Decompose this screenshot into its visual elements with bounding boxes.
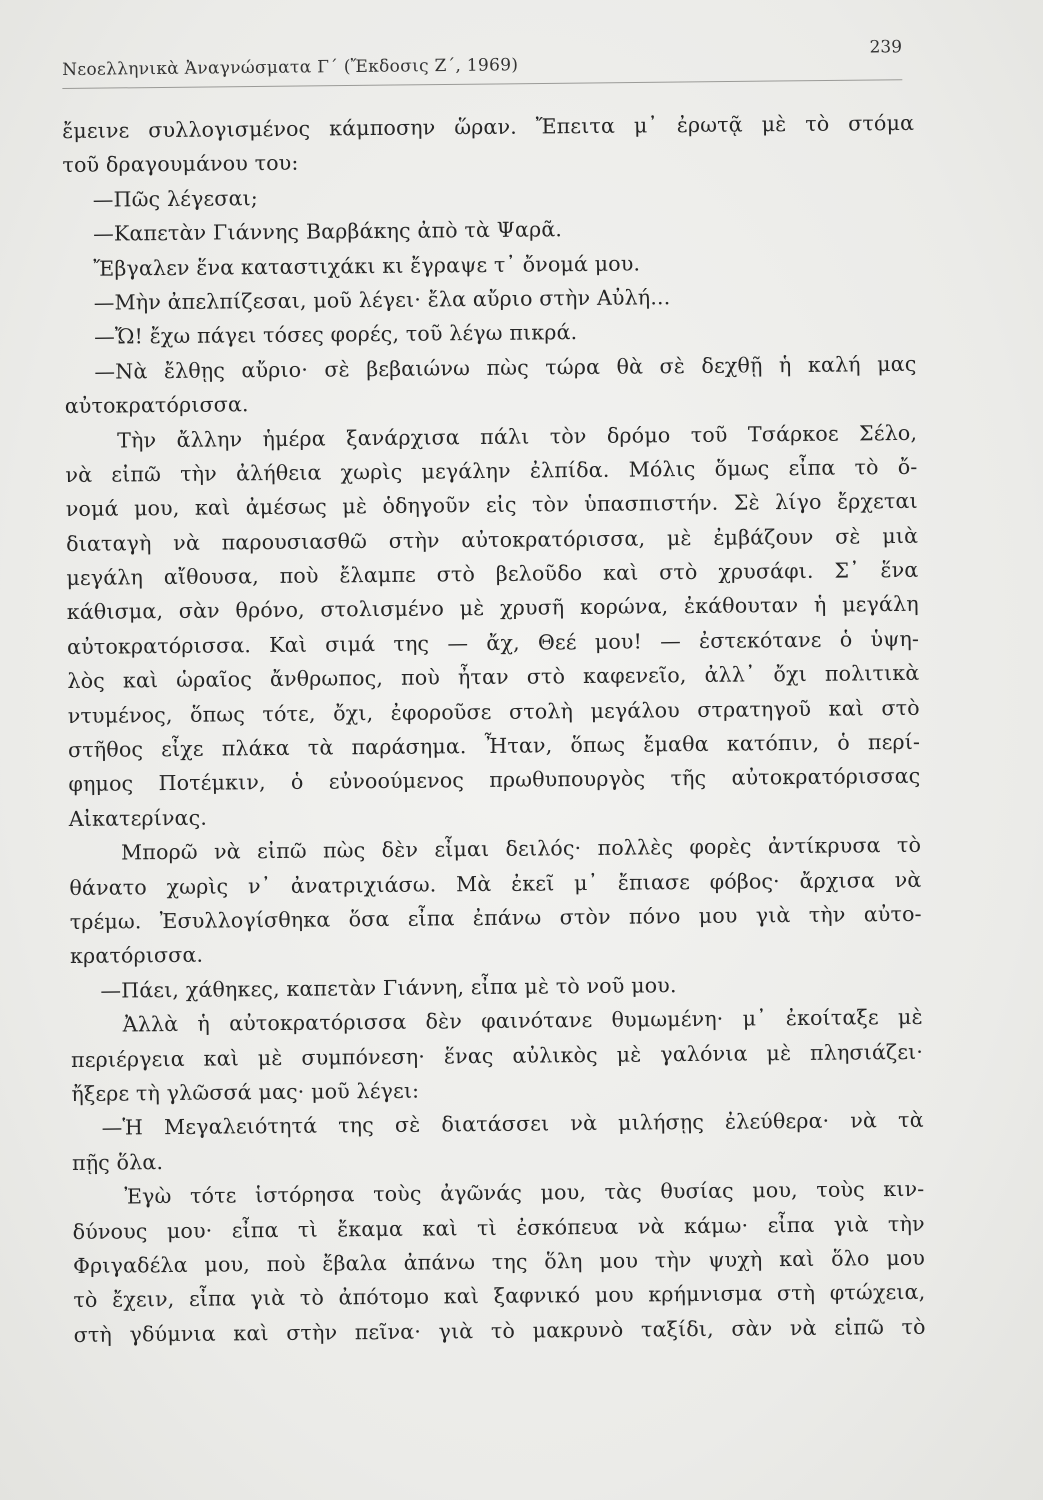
dialogue-line: —Καπετὰν Γιάννης Βαρβάκης ἀπὸ τὰ Ψαρᾶ. — [93, 217, 563, 246]
text-line: τὸ ἔχειν, εἶπα γιὰ τὸ ἀπότομο καὶ ξαφνικό μου κρήμνισμα στὴ φτώχεια, — [73, 1280, 926, 1313]
text-line: λὸς καὶ ὡραῖος ἄνθρωπος, ποὺ ἦταν στὸ καφενεῖο, ἀλλ᾽ ὄχι πολιτικὰ — [67, 661, 920, 694]
text-line: πῇς ὅλα. — [71, 1149, 164, 1175]
text-line: νομά μου, καὶ ἀμέσως μὲ ὁδηγοῦν εἰς τὸν ὑπασπιστήν. Σὲ λίγο ἔρχεται — [65, 489, 918, 522]
text-line: Ἔβγαλεν ἕνα καταστιχάκι κι ἔγραψε τ᾽ ὄνομά μου. — [93, 251, 641, 281]
text-line: αὐτοκρατόρισσα. — [64, 392, 249, 419]
paragraph-start-line: Ἀλλὰ ἡ αὐτοκρατόρισσα δὲν φαινότανε θυμωμένη· μ᾽ ἐκοίταξε μὲ — [122, 1004, 923, 1037]
text-line: νὰ εἰπῶ τὴν ἀλήθεια χωρὶς μεγάλην ἐλπίδα. Μόλις ὅμως εἶπα τὸ ὄ- — [65, 454, 918, 487]
text-line: κάθισμα, σὰν θρόνο, στολισμένο μὲ χρυσῆ κορώνα, ἐκάθουταν ἡ μεγάλη — [66, 592, 919, 625]
dialogue-line: —Πάει, χάθηκες, καπετὰν Γιάννη, εἶπα μὲ τὸ νοῦ μου. — [100, 972, 677, 1003]
text-line: ἔμεινε συλλογισμένος κάμποσην ὥραν. Ἔπειτα μ᾽ ἐρωτᾷ μὲ τὸ στόμα — [62, 110, 915, 143]
page-number: 239 — [869, 37, 903, 58]
paragraph-start-line: Τὴν ἄλλην ἡμέρα ξανάρχισα πάλι τὸν δρόμο τοῦ Τσάρκοε Σέλο, — [117, 420, 918, 453]
running-head — [62, 37, 903, 89]
text-line: αὐτοκρατόρισσα. Καὶ σιμά της — ἄχ, Θεέ μου! — ἐστεκότανε ὁ ὑψη- — [66, 626, 920, 659]
running-title: Νεοελληνικὰ Ἀναγνώσματα Γ΄ (Ἔκδοσις Ζ΄, 1969) — [62, 55, 519, 80]
text-line: Αἰκατερίνας. — [68, 805, 208, 831]
text-line: στῆθος εἶχε πλάκα τὰ παράσημα. Ἦταν, ὅπως ἔμαθα κατόπιν, ὁ περί- — [67, 729, 921, 763]
paragraph-start-line: Ἐγὼ τότε ἱστόρησα τοὺς ἀγῶνάς μου, τὰς θυσίας μου, τοὺς κιν- — [124, 1176, 925, 1209]
dialogue-line: —Μὴν ἀπελπίζεσαι, μοῦ λέγει· ἔλα αὔριο στὴν Αὐλή... — [93, 285, 671, 315]
text-line: ντυμένος, ὅπως τότε, ὄχι, ἐφοροῦσε στολὴ μεγάλου στρατηγοῦ καὶ στὸ — [67, 695, 920, 728]
dialogue-line: —Ὤ! ἔχω πάγει τόσες φορές, τοῦ λέγω πικρά. — [94, 320, 578, 350]
body-text — [62, 106, 926, 1352]
text-line: Φριγαδέλα μου, ποὺ ἔβαλα ἀπάνω της ὅλη μου τὴν ψυχὴ καὶ ὅλο μου — [72, 1245, 926, 1278]
dialogue-line: —Ἡ Μεγαλειότητά της σὲ διατάσσει νὰ μιλήσῃς ἐλεύθερα· νὰ τὰ — [101, 1108, 924, 1140]
text-line: φημος Ποτέμκιν, ὁ εὐνοούμενος πρωθυπουργὸς τῆς αὐτοκρατόρισσας — [68, 764, 921, 797]
text-line: δύνους μου· εἶπα τὶ ἔκαμα καὶ τὶ ἐσκόπευα νὰ κάμω· εἶπα γιὰ τὴν — [72, 1211, 925, 1244]
text-line: τρέμω. Ἐσυλλογίσθηκα ὅσα εἶπα ἐπάνω στὸν πόνο μου γιὰ τὴν αὐτο- — [69, 901, 922, 934]
paragraph-start-line: Μπορῶ νὰ εἰπῶ πὼς δὲν εἶμαι δειλός· πολλὲς φορὲς ἀντίκρυσα τὸ — [120, 832, 922, 865]
text-line: μεγάλη αἴθουσα, ποὺ ἔλαμπε στὸ βελοῦδο καὶ στὸ χρυσάφι. Σ᾽ ἕνα — [66, 557, 919, 591]
text-line: ἤξερε τὴ γλῶσσά μας· μοῦ λέγει: — [71, 1078, 420, 1106]
text-line: θάνατο χωρὶς ν᾽ ἀνατριχιάσω. Μὰ ἐκεῖ μ᾽ ἔπιασε φόβος· ἄρχισα νὰ — [69, 867, 922, 900]
text-line: περιέργεια καὶ μὲ συμπόνεση· ἕνας αὐλικὸς μὲ γαλόνια μὲ πλησιάζει· — [70, 1039, 924, 1072]
text-line: τοῦ δραγουμάνου του: — [62, 151, 299, 178]
dialogue-line: —Νὰ ἔλθῃς αὔριο· σὲ βεβαιώνω πὼς τώρα θὰ σὲ δεχθῇ ἡ καλή μας — [94, 351, 917, 384]
text-line: στὴ γδύμνια καὶ στὴν πεῖνα· γιὰ τὸ μακρυνὸ ταξίδι, σὰν νὰ εἰπῶ τὸ — [73, 1314, 926, 1347]
text-line: κρατόρισσα. — [69, 943, 204, 969]
dialogue-line: —Πῶς λέγεσαι; — [92, 185, 258, 212]
text-line: διαταγὴ νὰ παρουσιασθῶ στὴν αὐτοκρατόρισσα, μὲ ἐμβάζουν σὲ μιὰ — [66, 523, 919, 556]
